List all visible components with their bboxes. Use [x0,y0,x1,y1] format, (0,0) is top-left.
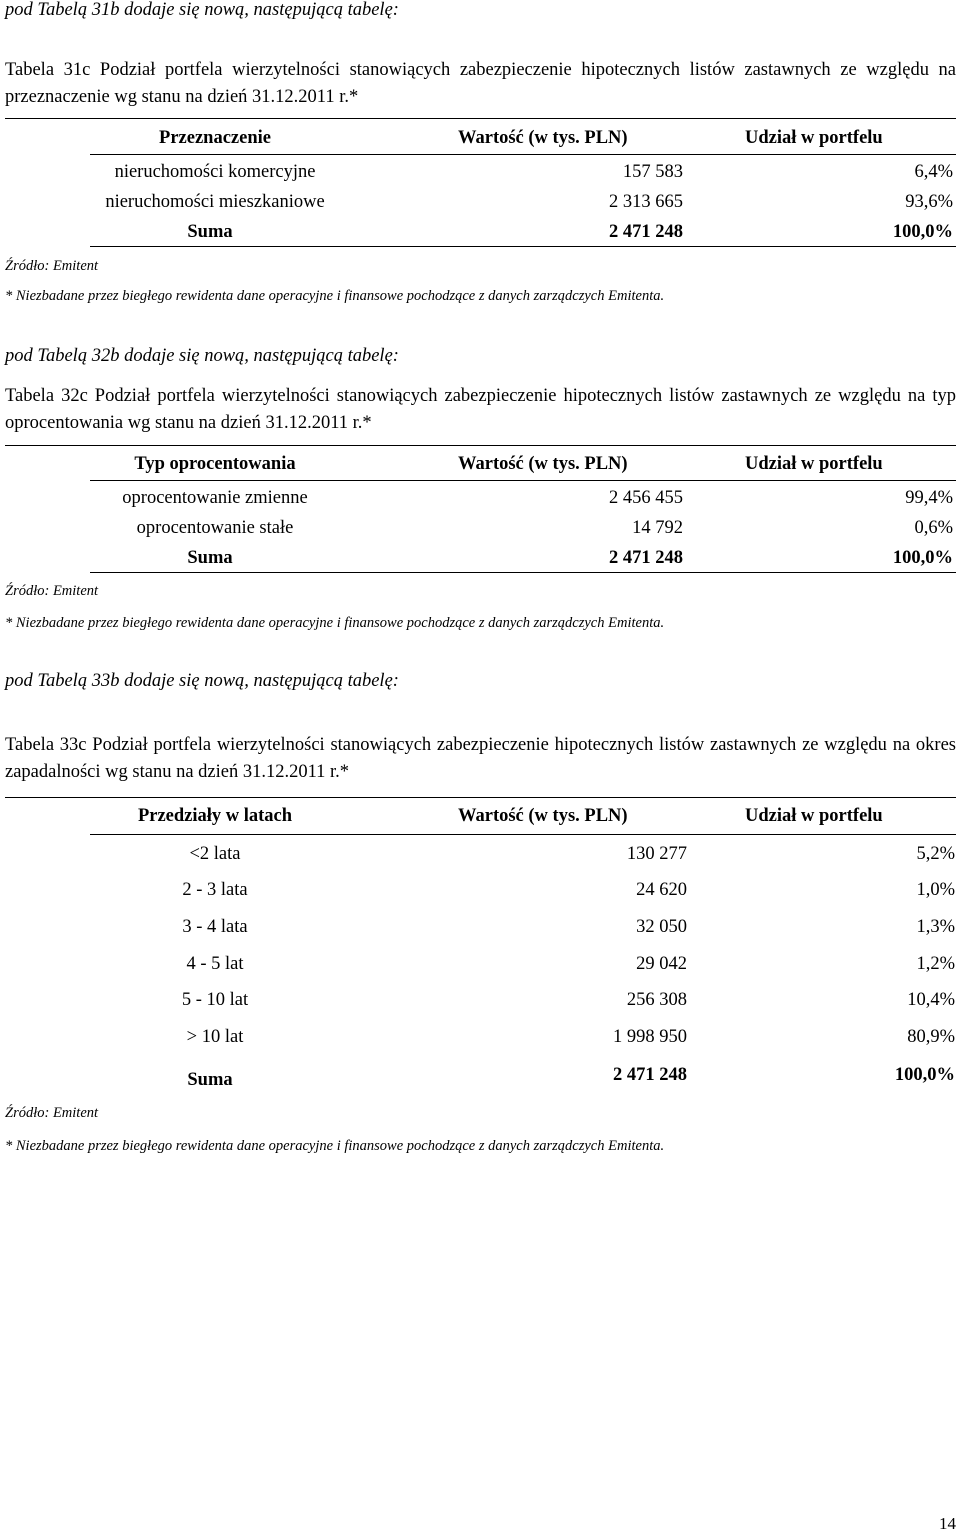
table-caption: Tabela 31c Podział portfela wierzytelności stanowiących zabezpieczenie hipotecznych listów zastawnych ze względu na przeznaczenie wg stanu na dzień 31.12.2011 r.* [5,60,956,107]
table-cell: 10,4% [907,990,955,1010]
table-footnote: * Niezbadane przez biegłego rewidenta dane operacyjne i finansowe pochodzące z danych zarządczych Emitenta. [5,615,665,631]
column-header: Udział w portfelu [745,454,883,474]
column-header: Wartość (w tys. PLN) [458,128,628,148]
table-top-rule [5,445,956,446]
table-cell: 1,0% [916,880,955,900]
table-cell: 1,2% [916,954,955,974]
column-header: Wartość (w tys. PLN) [458,454,628,474]
table-total-share: 100,0% [894,1065,955,1085]
table-cell: 157 583 [622,162,683,182]
table-total-share: 100,0% [892,548,953,568]
table-cell: nieruchomości mieszkaniowe [105,192,325,212]
header-underline [90,480,956,481]
table-top-rule [5,118,956,119]
table-cell: nieruchomości komercyjne [114,162,316,182]
table-cell: 1 998 950 [613,1027,687,1047]
table-cell: 6,4% [914,162,953,182]
column-header: Wartość (w tys. PLN) [458,806,628,826]
table-cell: 5 - 10 lat [181,990,249,1010]
table-cell: 2 313 665 [609,192,683,212]
table-cell: 24 620 [636,880,687,900]
table-source: Źródło: Emitent [5,583,99,599]
table-total-label: Suma [187,1070,233,1090]
table-cell: 14 792 [632,518,683,538]
table-footnote: * Niezbadane przez biegłego rewidenta dane operacyjne i finansowe pochodzące z danych zarządczych Emitenta. [5,1138,665,1154]
table-top-rule [5,797,956,798]
table-cell: oprocentowanie stałe [136,518,294,538]
table-cell: 0,6% [914,518,953,538]
table-cell: 2 - 3 lata [182,880,248,900]
table-caption: Tabela 32c Podział portfela wierzytelności stanowiących zabezpieczenie hipotecznych listów zastawnych ze względu na typ oprocentowania wg stanu na dzień 31.12.2011 r.* [5,386,956,433]
table-source: Źródło: Emitent [5,1105,99,1121]
column-header: Przedziały w latach [137,806,293,826]
section-intro: pod Tabelą 32b dodaje się nową, następującą tabelę: [5,346,399,366]
table-cell: 256 308 [626,990,687,1010]
table-total-label: Suma [187,222,233,242]
column-header: Udział w portfelu [745,806,883,826]
table-cell: 4 - 5 lat [186,954,244,974]
section-intro: pod Tabelą 31b dodaje się nową, następującą tabelę: [5,0,399,20]
table-caption: Tabela 33c Podział portfela wierzytelności stanowiących zabezpieczenie hipotecznych listów zastawnych ze względu na okres zapadalności wg stanu na dzień 31.12.2011 r.* [5,735,956,782]
table-cell: 5,2% [916,844,955,864]
table-cell: 2 456 455 [609,488,683,508]
column-header: Udział w portfelu [745,128,883,148]
table-cell: 32 050 [636,917,687,937]
table-total-value: 2 471 248 [609,548,683,568]
table-cell: 1,3% [916,917,955,937]
table-total-share: 100,0% [892,222,953,242]
section-intro: pod Tabelą 33b dodaje się nową, następującą tabelę: [5,671,399,691]
table-total-value: 2 471 248 [613,1065,687,1085]
table-cell: > 10 lat [186,1027,244,1047]
column-header: Przeznaczenie [159,128,271,148]
table-cell: 93,6% [905,192,953,212]
total-underline [90,572,956,573]
header-underline [90,154,956,155]
total-underline [90,246,956,247]
table-total-label: Suma [187,548,233,568]
table-cell: 130 277 [626,844,687,864]
table-source: Źródło: Emitent [5,258,99,274]
page-number: 14 [939,1514,956,1533]
table-cell: <2 lata [189,844,241,864]
table-cell: 99,4% [905,488,953,508]
table-total-value: 2 471 248 [609,222,683,242]
table-cell: 29 042 [636,954,687,974]
table-cell: 80,9% [907,1027,955,1047]
table-footnote: * Niezbadane przez biegłego rewidenta dane operacyjne i finansowe pochodzące z danych zarządczych Emitenta. [5,288,665,304]
table-cell: 3 - 4 lata [182,917,248,937]
table-cell: oprocentowanie zmienne [122,488,308,508]
header-underline [90,834,956,835]
column-header: Typ oprocentowania [134,454,296,474]
